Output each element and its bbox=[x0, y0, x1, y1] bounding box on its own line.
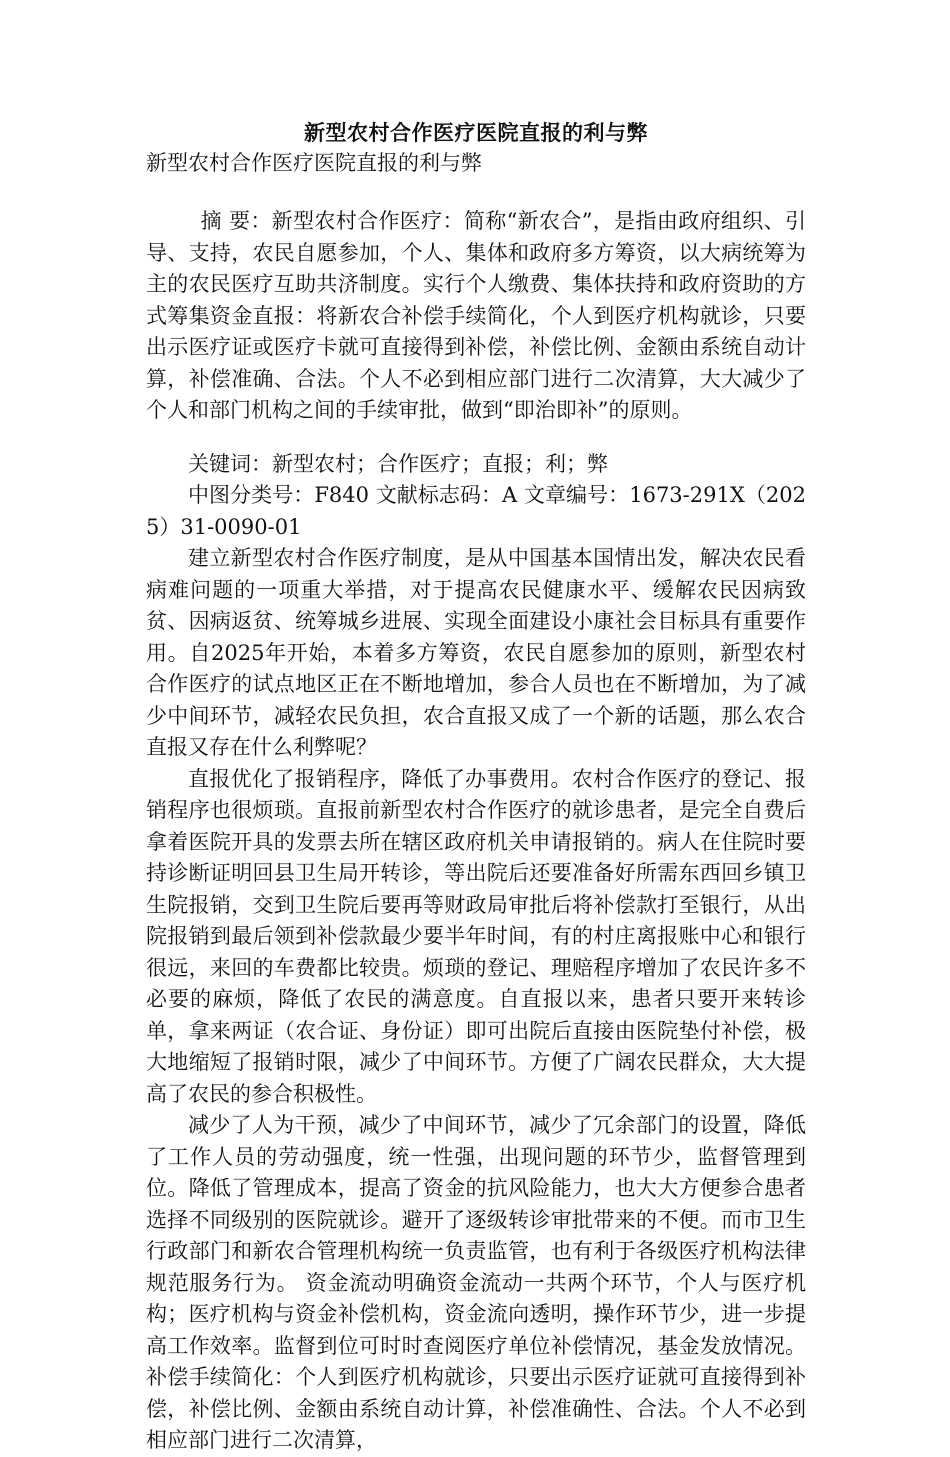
keywords-line: 关键词：新型农村；合作医疗；直报；利；弊 bbox=[188, 451, 608, 476]
body-paragraph-1: 建立新型农村合作医疗制度，是从中国基本国情出发，解决农民看病难问题的一项重大举措，对于提高农民健康水平、缓解农民因病致贫、因病返贫、统筹城乡进展、实现全面建设小康社会目标具有重要作用。自2025年开始，本着多方筹资，农民自愿参加的原则，新型农村合作医疗的试点地区正在不断地增加，参合人员也在不断增加，为了减少中间环节，减轻农民负担，农合直报又成了一个新的话题，那么农合直报又存在什么利弊呢？ bbox=[146, 546, 806, 759]
abstract-paragraph: 摘 要：新型农村合作医疗：简称“新农合”，是指由政府组织、引导、支持，农民自愿参加，个人、集体和政府多方筹资，以大病统筹为主的农民医疗互助共济制度。实行个人缴费、集体扶持和政府资助的方式筹集资金直报：将新农合补偿手续简化，个人到医疗机构就诊，只要出示医疗证或医疗卡就可直接得到补偿，补偿比例、金额由系统自动计算，补偿准确、合法。个人不必到相应部门进行二次清算，大大减少了个人和部门机构之间的手续审批，做到“即治即补”的原则。 bbox=[146, 209, 806, 422]
body-paragraph-2: 直报优化了报销程序，降低了办事费用。农村合作医疗的登记、报销程序也很烦琐。直报前新型农村合作医疗的就诊患者，是完全自费后拿着医院开具的发票去所在辖区政府机关申请报销的。病人在住院时要持诊断证明回县卫生局开转诊，等出院后还要准备好所需东西回乡镇卫生院报销，交到卫生院后要再等财政局审批后将补偿款打至银行，从出院报销到最后领到补偿款最少要半年时间，有的村庄离报账中心和银行很远，来回的车费都比较贵。烦琐的登记、理赔程序增加了农民许多不必要的麻烦，降低了农民的满意度。自直报以来，患者只要开来转诊单，拿来两证（农合证、身份证）即可出院后直接由医院垫付补偿，极大地缩短了报销时限，减少了中间环节。方便了广阔农民群众，大大提高了农民的参合积极性。 bbox=[146, 766, 806, 1106]
document-page bbox=[146, 118, 806, 1457]
spacer bbox=[146, 427, 806, 449]
document-subtitle: 新型农村合作医疗医院直报的利与弊 bbox=[146, 151, 482, 175]
spacer bbox=[146, 178, 806, 206]
classification-line: 中图分类号：F840 文献标志码：A 文章编号：1673-291X（2025）31-0090-01 bbox=[146, 483, 806, 539]
body-paragraph-3: 减少了人为干预，减少了中间环节，减少了冗余部门的设置，降低了工作人员的劳动强度，统一性强，出现问题的环节少，监督管理到位。降低了管理成本，提高了资金的抗风险能力，也大大方便参合患者选择不同级别的医院就诊。避开了逐级转诊审批带来的不便。而市卫生行政部门和新农合管理机构统一负责监管，也有利于各级医疗机构法律规范服务行为。 资金流动明确资金流动一共两个环节，个人与医疗机构；医疗机构与资金补偿机构，资金流向透明，操作环节少，进一步提高工作效率。监督到位可时时查阅医疗单位补偿情况，基金发放情况。补偿手续简化：个人到医疗机构就诊，只要出示医疗证就可直接得到补偿，补偿比例、金额由系统自动计算，补偿准确性、合法。个人不必到相应部门进行二次清算， bbox=[146, 1113, 806, 1452]
document-title: 新型农村合作医疗医院直报的利与弊 bbox=[304, 120, 648, 145]
